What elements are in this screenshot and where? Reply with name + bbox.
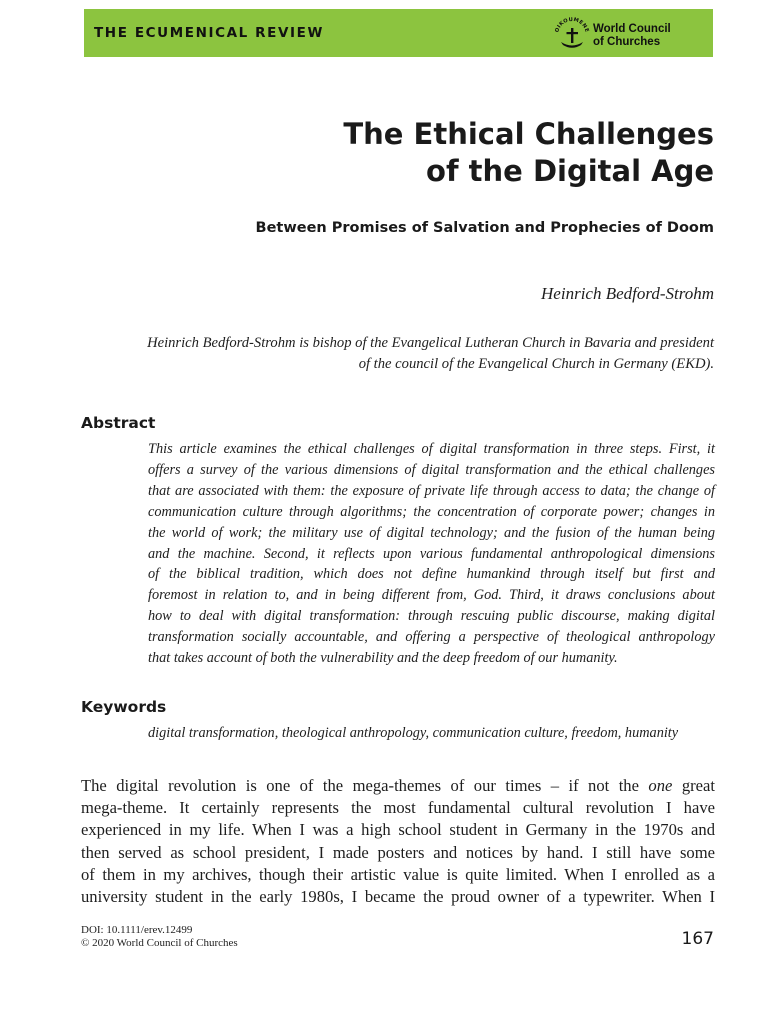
body-line: mega-theme. It certainly represents the most fundamental cultural revolution I have <box>81 798 715 818</box>
keywords-heading: Keywords <box>81 697 167 716</box>
abstract-line: of the biblical tradition, which does not define humankind through itself but first and <box>148 566 715 583</box>
abstract-line: that takes account of both the vulnerability and the deep freedom of our humanity. <box>148 650 618 667</box>
abstract-line: This article examines the ethical challenges of digital transformation in three steps. First, it <box>148 441 715 457</box>
body-line-start: The digital revolution is one of the mega-themes of our times – if not the <box>81 776 649 795</box>
abstract-line: the world of work; the military use of digital technology; and the fusion of the human being <box>148 524 715 541</box>
abstract-line: how to deal with digital transformation: through rescuing public discourse, making digital <box>148 608 715 625</box>
abstract-line: foremost in relation to, and in being different from, God. Third, it draws conclusions about <box>148 587 715 604</box>
page-number: 167 <box>681 929 714 949</box>
footer-meta <box>81 924 238 950</box>
doi-text: DOI: 10.1111/erev.12499 <box>81 924 193 936</box>
wcc-boat-cross-icon <box>553 15 591 53</box>
body-line <box>81 775 715 797</box>
wcc-name <box>593 23 671 49</box>
affiliation-line1: Heinrich Bedford-Strohm is bishop of the Evangelical Lutheran Church in Bavaria and president <box>147 335 714 351</box>
article-subtitle: Between Promises of Salvation and Prophecies of Doom <box>255 220 714 236</box>
body-line: of them in my archives, though their artistic value is quite limited. When I enrolled as a <box>81 864 715 884</box>
body-line: experienced in my life. When I was a high school student in Germany in the 1970s and <box>81 820 715 840</box>
abstract-line: that are associated with them: the exposure of private life through access to data; the change of <box>148 482 715 499</box>
body-line: then served as school president, I made posters and notices by hand. I still have some <box>81 842 715 862</box>
article-title-line2: of the Digital Age <box>426 154 714 188</box>
wcc-name-line2: of Churches <box>593 36 661 48</box>
body-line: university student in the early 1980s, I became the proud owner of a typewriter. When I <box>81 887 715 907</box>
body-line-end: great <box>672 776 715 795</box>
body-text <box>81 775 715 908</box>
article-title-line1: The Ethical Challenges <box>343 117 714 151</box>
svg-text:OIKOUMENE: OIKOUMENE <box>554 16 590 34</box>
journal-name: THE ECUMENICAL REVIEW <box>94 25 324 41</box>
abstract-line: communication culture through algorithms; the concentration of corporate power; changes in <box>148 503 715 520</box>
abstract-line: transformation socially accountable, and offering a perspective of theological anthropology <box>148 629 715 646</box>
abstract-line: and the machine. Second, it reflects upon various fundamental anthropological dimensions <box>148 545 715 562</box>
journal-header-bar <box>84 9 713 57</box>
wcc-name-line1: World Council <box>593 23 671 35</box>
article-title <box>114 116 714 190</box>
article-author: Heinrich Bedford-Strohm <box>541 284 714 303</box>
author-affiliation <box>74 333 714 375</box>
copyright-text: © 2020 World Council of Churches <box>81 937 238 949</box>
body-emphasis: one <box>648 776 673 795</box>
affiliation-line2: of the council of the Evangelical Church in Germany (EKD). <box>358 356 714 372</box>
abstract-text <box>148 439 715 669</box>
abstract-heading: Abstract <box>81 413 156 432</box>
abstract-line: offers a survey of the various dimensions of digital transformation and the ethical challenges <box>148 461 715 478</box>
keywords-text: digital transformation, theological anthropology, communication culture, freedom, humanity <box>148 725 679 741</box>
wcc-logo <box>553 15 703 53</box>
